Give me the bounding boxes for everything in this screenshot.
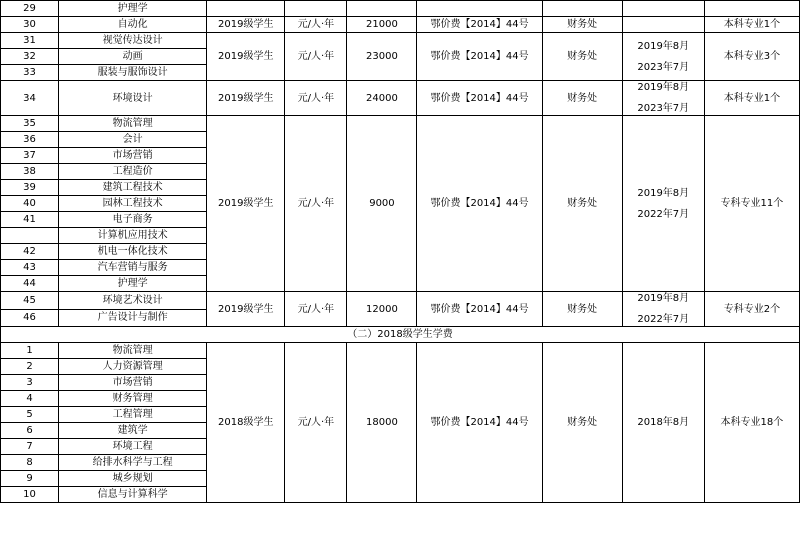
table-row bbox=[1, 292, 800, 310]
term-end: 2022年7月 bbox=[637, 208, 690, 220]
row-major: 机电一体化技术 bbox=[59, 244, 207, 260]
table-row bbox=[1, 1, 800, 17]
row-major: 环境艺术设计 bbox=[59, 292, 207, 310]
table-row bbox=[1, 343, 800, 359]
row-major: 环境设计 bbox=[59, 81, 207, 116]
row-term bbox=[622, 33, 704, 81]
row-no: 9 bbox=[1, 471, 59, 487]
term-start: 2019年8月 bbox=[637, 187, 690, 199]
term-start: 2018年8月 bbox=[637, 417, 690, 428]
row-dept bbox=[542, 1, 622, 17]
row-dept: 财务处 bbox=[542, 17, 622, 33]
row-term bbox=[622, 1, 704, 17]
row-major: 财务管理 bbox=[59, 391, 207, 407]
row-no: 29 bbox=[1, 1, 59, 17]
row-remark: 本科专业3个 bbox=[704, 33, 799, 81]
row-major: 建筑学 bbox=[59, 423, 207, 439]
row-unit: 元/人·年 bbox=[285, 81, 347, 116]
table-row bbox=[1, 81, 800, 116]
row-no: 43 bbox=[1, 260, 59, 276]
row-no: 32 bbox=[1, 49, 59, 65]
row-grade bbox=[207, 1, 285, 17]
row-no: 10 bbox=[1, 487, 59, 503]
row-grade: 2019级学生 bbox=[207, 33, 285, 81]
row-remark: 本科专业18个 bbox=[704, 343, 799, 503]
row-major: 给排水科学与工程 bbox=[59, 455, 207, 471]
row-major: 市场营销 bbox=[59, 375, 207, 391]
row-fee: 12000 bbox=[347, 292, 417, 327]
row-term bbox=[622, 343, 704, 503]
row-no: 39 bbox=[1, 180, 59, 196]
row-no: 40 bbox=[1, 196, 59, 212]
row-major: 物流管理 bbox=[59, 116, 207, 132]
row-major: 视觉传达设计 bbox=[59, 33, 207, 49]
row-basis bbox=[417, 1, 542, 17]
row-basis: 鄂价费【2014】44号 bbox=[417, 116, 542, 292]
row-dept: 财务处 bbox=[542, 116, 622, 292]
row-grade: 2019级学生 bbox=[207, 292, 285, 327]
row-major: 物流管理 bbox=[59, 343, 207, 359]
row-remark: 本科专业1个 bbox=[704, 17, 799, 33]
row-unit: 元/人·年 bbox=[285, 292, 347, 327]
row-unit: 元/人·年 bbox=[285, 33, 347, 81]
term-start: 2019年8月 bbox=[637, 293, 690, 304]
row-fee bbox=[347, 1, 417, 17]
row-major: 服装与服饰设计 bbox=[59, 65, 207, 81]
row-no: 3 bbox=[1, 375, 59, 391]
row-no: 2 bbox=[1, 359, 59, 375]
row-major: 自动化 bbox=[59, 17, 207, 33]
row-remark bbox=[704, 1, 799, 17]
row-remark: 本科专业1个 bbox=[704, 81, 799, 116]
row-no bbox=[1, 228, 59, 244]
row-fee: 23000 bbox=[347, 33, 417, 81]
row-unit bbox=[285, 1, 347, 17]
section-header-row bbox=[1, 327, 800, 343]
row-dept: 财务处 bbox=[542, 343, 622, 503]
table-row bbox=[1, 116, 800, 132]
row-fee: 9000 bbox=[347, 116, 417, 292]
row-major: 会计 bbox=[59, 132, 207, 148]
term-start: 2019年8月 bbox=[637, 82, 690, 93]
row-term bbox=[622, 81, 704, 116]
row-no: 45 bbox=[1, 292, 59, 310]
section-title: （二）2018级学生学费 bbox=[1, 327, 800, 343]
row-major: 计算机应用技术 bbox=[59, 228, 207, 244]
row-no: 46 bbox=[1, 309, 59, 327]
row-no: 4 bbox=[1, 391, 59, 407]
row-no: 33 bbox=[1, 65, 59, 81]
row-major: 汽车营销与服务 bbox=[59, 260, 207, 276]
row-unit: 元/人·年 bbox=[285, 116, 347, 292]
row-unit: 元/人·年 bbox=[285, 343, 347, 503]
row-term bbox=[622, 292, 704, 327]
row-term bbox=[622, 116, 704, 292]
row-dept: 财务处 bbox=[542, 33, 622, 81]
row-remark: 专科专业11个 bbox=[704, 116, 799, 292]
row-major: 工程造价 bbox=[59, 164, 207, 180]
row-basis: 鄂价费【2014】44号 bbox=[417, 17, 542, 33]
table-row bbox=[1, 17, 800, 33]
row-major: 护理学 bbox=[59, 1, 207, 17]
row-major: 人力资源管理 bbox=[59, 359, 207, 375]
term-end: 2023年7月 bbox=[637, 61, 690, 73]
row-no: 8 bbox=[1, 455, 59, 471]
row-remark: 专科专业2个 bbox=[704, 292, 799, 327]
row-no: 31 bbox=[1, 33, 59, 49]
row-major: 环境工程 bbox=[59, 439, 207, 455]
row-no: 30 bbox=[1, 17, 59, 33]
row-fee: 24000 bbox=[347, 81, 417, 116]
row-fee: 21000 bbox=[347, 17, 417, 33]
row-fee: 18000 bbox=[347, 343, 417, 503]
row-no: 35 bbox=[1, 116, 59, 132]
row-grade: 2018级学生 bbox=[207, 343, 285, 503]
row-basis: 鄂价费【2014】44号 bbox=[417, 81, 542, 116]
row-no: 37 bbox=[1, 148, 59, 164]
row-grade: 2019级学生 bbox=[207, 81, 285, 116]
row-term bbox=[622, 17, 704, 33]
row-major: 护理学 bbox=[59, 276, 207, 292]
row-no: 41 bbox=[1, 212, 59, 228]
term-start: 2019年8月 bbox=[637, 40, 690, 52]
row-no: 38 bbox=[1, 164, 59, 180]
row-unit: 元/人·年 bbox=[285, 17, 347, 33]
row-no: 36 bbox=[1, 132, 59, 148]
row-basis: 鄂价费【2014】44号 bbox=[417, 33, 542, 81]
row-grade: 2019级学生 bbox=[207, 17, 285, 33]
row-basis: 鄂价费【2014】44号 bbox=[417, 292, 542, 327]
row-no: 5 bbox=[1, 407, 59, 423]
row-dept: 财务处 bbox=[542, 81, 622, 116]
row-basis: 鄂价费【2014】44号 bbox=[417, 343, 542, 503]
row-major: 园林工程技术 bbox=[59, 196, 207, 212]
row-no: 42 bbox=[1, 244, 59, 260]
term-end: 2023年7月 bbox=[637, 103, 690, 114]
row-major: 市场营销 bbox=[59, 148, 207, 164]
row-grade: 2019级学生 bbox=[207, 116, 285, 292]
row-major: 广告设计与制作 bbox=[59, 309, 207, 327]
row-major: 动画 bbox=[59, 49, 207, 65]
row-no: 7 bbox=[1, 439, 59, 455]
row-dept: 财务处 bbox=[542, 292, 622, 327]
term-end: 2022年7月 bbox=[637, 314, 690, 325]
row-major: 建筑工程技术 bbox=[59, 180, 207, 196]
row-no: 44 bbox=[1, 276, 59, 292]
row-major: 工程管理 bbox=[59, 407, 207, 423]
table-row bbox=[1, 33, 800, 49]
row-major: 电子商务 bbox=[59, 212, 207, 228]
row-no: 34 bbox=[1, 81, 59, 116]
row-no: 1 bbox=[1, 343, 59, 359]
row-no: 6 bbox=[1, 423, 59, 439]
row-major: 城乡规划 bbox=[59, 471, 207, 487]
row-major: 信息与计算科学 bbox=[59, 487, 207, 503]
